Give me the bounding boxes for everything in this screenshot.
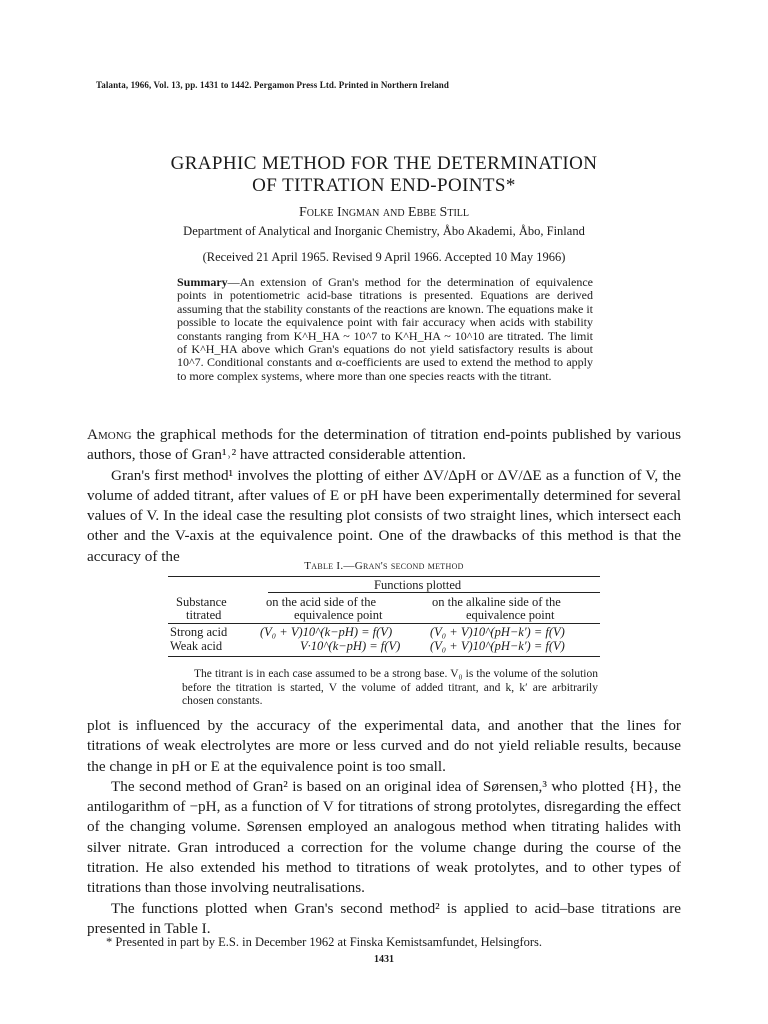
body-paragraph-1: plot is influenced by the accuracy of the experimental data, and another that the lines for titrations of weak electrolytes are more or less curved and do not yield reliable results, because the change in pH or E at the equivalence point is too small.: [87, 717, 681, 775]
header-alkaline-2: equivalence point: [466, 608, 555, 622]
row-weak-substance: Weak acid: [170, 639, 223, 653]
received-dates: (Received 21 April 1965. Revised 9 April 1966. Accepted 10 May 1966): [202, 250, 566, 264]
table-group-header: Functions plotted: [374, 578, 462, 592]
footnote: * Presented in part by E.S. in December 1962 at Finska Kemistsamfundet, Helsingfors.: [106, 935, 543, 949]
header-acid-2: equivalence point: [294, 608, 383, 622]
table-group-header-row: [168, 577, 600, 593]
affiliation: Department of Analytical and Inorganic Chemistry, Åbo Akademi, Åbo, Finland: [183, 224, 585, 238]
row-strong-alkaline-fn: (V₀ + V)10^(pH−k′) = f(V): [430, 625, 565, 639]
authors: Folke Ingman and Ebbe Still: [299, 205, 469, 220]
row-strong-acid-fn: (V₀ + V)10^(k−pH) = f(V): [260, 625, 393, 639]
row-strong-substance: Strong acid: [170, 625, 228, 639]
body-paragraph-2: The second method of Gran² is based on an original idea of Sørensen,³ who plotted {H}, the antilogarithm of −pH, as a function of V for titrations of strong protolytes, disregarding the effect of the changing volume. Sørensen employed an analogous method when titrating halides with silver nitrate. Gran introduced a correction for the volume change during the course of the titration. He also extended his method to titrations of weak protolytes, and to other types of titrations than those involving neutralisations.: [87, 777, 681, 897]
row-weak-alkaline-fn: (V₀ + V)10^(pH−k′) = f(V): [430, 639, 565, 653]
body-paragraph-3: The functions plotted when Gran's second method² is applied to acid–base titrations are presented in Table I.: [87, 899, 681, 937]
table-note: The titrant is in each case assumed to be a strong base. V₀ is the volume of the solution before the titration is started, V the volume of added titrant, and k, k′ are arbitrarily chosen constants.: [182, 668, 598, 707]
intro-section: [87, 425, 681, 567]
row-weak-acid-fn: V·10^(k−pH) = f(V): [300, 639, 401, 653]
intro-paragraph-1: [87, 425, 681, 466]
paper-title-line-1: GRAPHIC METHOD FOR THE DETERMINATION: [170, 153, 598, 174]
table-header-row-1: [168, 593, 600, 607]
continued-section: [87, 716, 681, 939]
intro-first-word: Among: [87, 426, 132, 443]
intro-para1-text: the graphical methods for the determination of titration end-points published by various authors, those of Gran¹˒² have attracted considerable attention.: [87, 426, 681, 464]
summary-label: Summary: [177, 275, 228, 289]
journal-citation: Talanta, 1966, Vol. 13, pp. 1431 to 1442. Pergamon Press Ltd. Printed in Northern Ireland: [96, 80, 450, 90]
table-caption: Table I.—Gran's second method: [304, 560, 464, 572]
intro-paragraph-2: Gran's first method¹ involves the plotting of either ΔV/ΔpH or ΔV/ΔE as a function of V, the volume of added titrant, after values of E or pH have been experimentally determined for several values of V. In the ideal case the resulting plot consists of two straight lines, which intersect each other and the V-axis at the equivalence point. One of the drawbacks of this method is that the accuracy of the: [87, 466, 681, 565]
page-number: 1431: [374, 954, 394, 965]
header-alkaline-1: on the alkaline side of the: [432, 595, 561, 609]
table-row: [168, 624, 600, 639]
header-substance-2: titrated: [186, 608, 222, 622]
summary-abstract: [177, 276, 593, 383]
table-row: [168, 639, 600, 654]
summary-text: —An extension of Gran's method for the determination of equivalence points in potentiometric acid-base titrations is presented. Equations are derived assuming that the stability constants of the reactions are known. The equations make it possible to locate the equivalence point with fair accuracy when acids with stability constants ranging from K^H_HA ~ 10^7 to K^H_HA ~ 10^10 are titrated. The limit of K^H_HA above which Gran's equations do not yield satisfactory results is about 10^7. Conditional constants and α-coefficients are used to extend the method to apply to more complex systems, where more than one species reacts with the titrant.: [177, 275, 593, 383]
gran-table: [168, 576, 600, 657]
table-header-row-2: [168, 607, 600, 623]
table-bottom-rule: [168, 656, 600, 657]
header-acid-1: on the acid side of the: [266, 595, 377, 609]
paper-title-line-2: OF TITRATION END-POINTS*: [252, 175, 516, 196]
header-substance-1: Substance: [176, 595, 227, 609]
